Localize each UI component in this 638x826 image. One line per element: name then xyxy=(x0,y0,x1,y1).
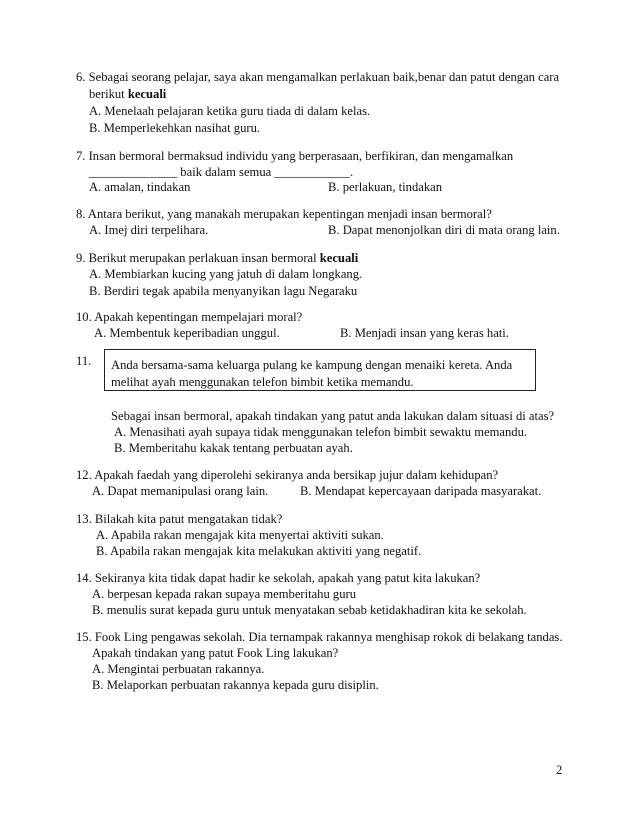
question-6-option-a: A. Menelaah pelajaran ketika guru tiada di dalam kelas. xyxy=(89,104,371,118)
question-6-stem-line2 xyxy=(89,86,166,102)
question-8-stem: 8. Antara berikut, yang manakah merupakan kepentingan menjadi insan bermoral? xyxy=(76,207,492,221)
question-8-option-b: B. Dapat menonjolkan diri di mata orang lain. xyxy=(328,223,560,237)
question-11-option-a: A. Menasihati ayah supaya tidak menggunakan telefon bimbit sewaktu memandu. xyxy=(114,425,528,439)
question-11-option-b: B. Memberitahu kakak tentang perbuatan ayah. xyxy=(114,441,353,455)
question-14-stem: 14. Sekiranya kita tidak dapat hadir ke sekolah, apakah yang patut kita lakukan? xyxy=(76,571,481,585)
question-13-option-a: A. Apabila rakan mengajak kita menyertai aktiviti sukan. xyxy=(96,528,384,542)
question-6-stem: 6. Sebagai seorang pelajar, saya akan mengamalkan perlakuan baik,benar dan patut dengan cara xyxy=(76,70,560,84)
question-14-option-b: B. menulis surat kepada guru untuk menyatakan sebab ketidakhadiran kita ke sekolah. xyxy=(92,603,527,617)
question-10-option-b: B. Menjadi insan yang keras hati. xyxy=(340,326,509,340)
question-9-stem-text: 9. Berikut merupakan perlakuan insan bermoral xyxy=(76,251,320,265)
question-12-option-b: B. Mendapat kepercayaan daripada masyarakat. xyxy=(300,484,542,498)
question-15-stem-line2: Apakah tindakan yang patut Fook Ling lakukan? xyxy=(92,646,339,660)
question-11-stem: Sebagai insan bermoral, apakah tindakan yang patut anda lakukan dalam situasi di atas? xyxy=(111,409,555,423)
question-6-option-b: B. Memperlekehkan nasihat guru. xyxy=(89,121,261,135)
question-13-option-b: B. Apabila rakan mengajak kita melakukan aktiviti yang negatif. xyxy=(96,544,422,558)
question-10-option-a: A. Membentuk keperibadian unggul. xyxy=(94,326,280,340)
question-9-keyword: kecuali xyxy=(319,251,359,265)
question-8-option-a: A. Imej diri terpelihara. xyxy=(89,223,209,237)
question-15-option-b: B. Melaporkan perbuatan rakannya kepada guru disiplin. xyxy=(92,678,379,692)
scenario-text-line2: melihat ayah menggunakan telefon bimbit ketika memandu. xyxy=(111,375,414,389)
question-9-option-b: B. Berdiri tegak apabila menyanyikan lagu Negaraku xyxy=(89,284,358,298)
question-7-option-b: B. perlakuan, tindakan xyxy=(328,180,443,194)
question-7-stem: 7. Insan bermoral bermaksud individu yang berperasaan, berfikiran, dan mengamalkan xyxy=(76,149,514,163)
question-15-option-a: A. Mengintai perbuatan rakannya. xyxy=(92,662,265,676)
question-10-stem: 10. Apakah kepentingan mempelajari moral? xyxy=(76,310,303,324)
question-9-stem xyxy=(76,250,358,266)
question-7-blank-line: ______________ baik dalam semua ____________. xyxy=(89,165,354,179)
question-11-number: 11. xyxy=(76,354,92,368)
scenario-text-line1: Anda bersama-sama keluarga pulang ke kampung dengan menaiki kereta. Anda xyxy=(111,358,513,372)
question-15-stem: 15. Fook Ling pengawas sekolah. Dia ternampak rakannya menghisap rokok di belakang tandas. xyxy=(76,630,563,644)
question-6-stem-prefix: berikut xyxy=(89,87,128,101)
question-12-stem: 12. Apakah faedah yang diperolehi sekiranya anda bersikap jujur dalam kehidupan? xyxy=(76,468,499,482)
question-9-option-a: A. Membiarkan kucing yang jatuh di dalam longkang. xyxy=(89,267,363,281)
question-14-option-a: A. berpesan kepada rakan supaya memberitahu guru xyxy=(92,587,357,601)
question-7-option-a: A. amalan, tindakan xyxy=(89,180,191,194)
question-6-keyword: kecuali xyxy=(127,87,167,101)
page-number: 2 xyxy=(556,763,563,777)
question-12-option-a: A. Dapat memanipulasi orang lain. xyxy=(92,484,269,498)
question-13-stem: 13. Bilakah kita patut mengatakan tidak? xyxy=(76,512,283,526)
